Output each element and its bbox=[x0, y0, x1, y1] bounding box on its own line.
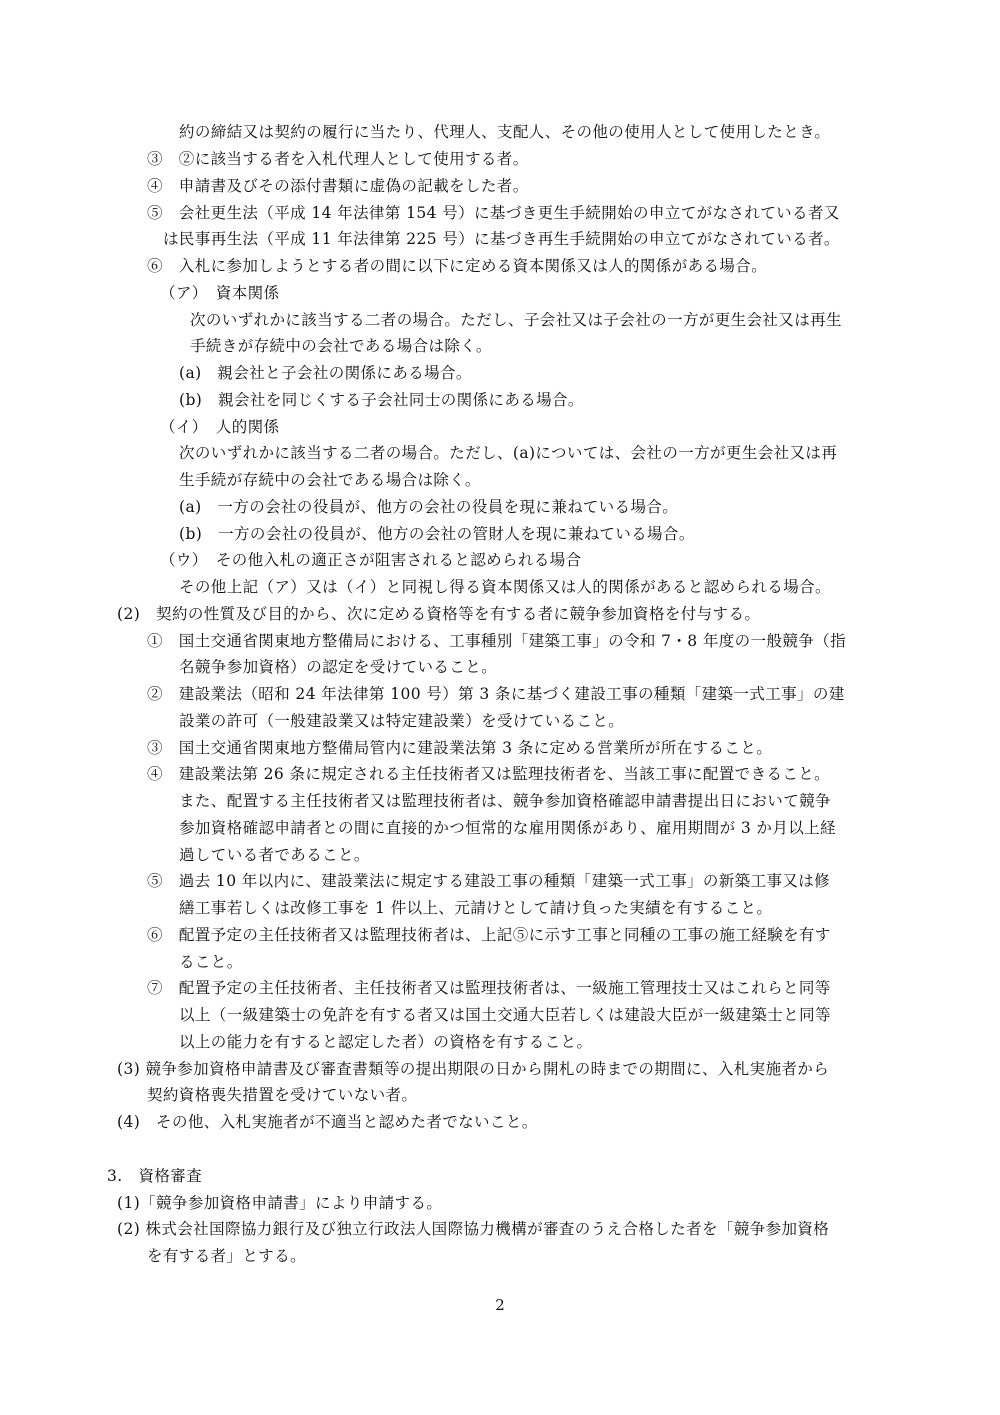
text-line: を有する者」とする。 bbox=[147, 1247, 307, 1265]
section-item: (4) その他、入札実施者が不適当と認めた者でないこと。 bbox=[117, 1113, 538, 1131]
text-line: 生手続が存続中の会社である場合は除く。 bbox=[179, 471, 481, 489]
text-line: 参加資格確認申請者との間に直接的かつ恒常的な雇用関係があり、雇用期間が 3 か月以上経 bbox=[179, 819, 836, 837]
list-item: ⑤ 過去 10 年以内に、建設業法に規定する建設工事の種類「建築一式工事」の新築工事又は修 bbox=[147, 872, 831, 890]
list-item: (a) 親会社と子会社の関係にある場合。 bbox=[179, 364, 472, 382]
list-item: ② 建設業法（昭和 24 年法律第 100 号）第 3 条に基づく建設工事の種類「建築一式工事」の建 bbox=[147, 685, 845, 703]
text-line: ること。 bbox=[179, 953, 243, 971]
list-item: (b) 一方の会社の役員が、他方の会社の管財人を現に兼ねている場合。 bbox=[179, 525, 695, 543]
section-item: (2) 株式会社国際協力銀行及び独立行政法人国際協力機構が審査のうえ合格した者を「競争参加資格 bbox=[117, 1220, 830, 1238]
text-line: 名競争参加資格）の認定を受けていること。 bbox=[179, 658, 498, 676]
text-line: 以上の能力を有すると認定した者）の資格を有すること。 bbox=[179, 1033, 593, 1051]
text-line: は民事再生法（平成 11 年法律第 225 号）に基づき再生手続開始の申立てがなされている者。 bbox=[163, 230, 840, 248]
section-item: (3) 競争参加資格申請書及び審査書類等の提出期限の日から開札の時までの期間に、入札実施者から bbox=[117, 1060, 830, 1078]
subheading: （ウ） その他入札の適正さが阻害されると認められる場合 bbox=[160, 551, 582, 569]
list-item: ④ 建設業法第 26 条に規定される主任技術者又は監理技術者を、当該工事に配置できること。 bbox=[147, 765, 831, 783]
section-heading: 3. 資格審査 bbox=[107, 1167, 203, 1185]
list-item: (a) 一方の会社の役員が、他方の会社の役員を現に兼ねている場合。 bbox=[179, 498, 679, 516]
section-item: (1)「競争参加資格申請書」により申請する。 bbox=[117, 1194, 443, 1212]
list-item: ③ ②に該当する者を入札代理人として使用する者。 bbox=[147, 150, 529, 168]
text-line: 過している者であること。 bbox=[179, 846, 370, 864]
subheading: （ア） 資本関係 bbox=[160, 284, 280, 302]
subheading: （イ） 人的関係 bbox=[160, 418, 280, 436]
list-item: ③ 国土交通省関東地方整備局管内に建設業法第 3 条に定める営業所が所在すること。 bbox=[147, 739, 773, 757]
text-line: 次のいずれかに該当する二者の場合。ただし、(a)については、会社の一方が更生会社又は再 bbox=[179, 444, 838, 462]
text-line: また、配置する主任技術者又は監理技術者は、競争参加資格確認申請書提出日において競争 bbox=[179, 792, 831, 810]
list-item: ⑥ 配置予定の主任技術者又は監理技術者は、上記⑤に示す工事と同種の工事の施工経験を有す bbox=[147, 926, 831, 944]
list-item: ⑦ 配置予定の主任技術者、主任技術者又は監理技術者は、一級施工管理技士又はこれらと同等 bbox=[147, 979, 831, 997]
text-line: 以上（一級建築士の免許を有する者又は国土交通大臣若しくは建設大臣が一級建築士と同等 bbox=[179, 1006, 831, 1024]
list-item: ⑥ 入札に参加しようとする者の間に以下に定める資本関係又は人的関係がある場合。 bbox=[147, 257, 768, 275]
text-line: その他上記（ア）又は（イ）と同視し得る資本関係又は人的関係があると認められる場合。 bbox=[179, 578, 831, 596]
section-item: (2) 契約の性質及び目的から、次に定める資格等を有する者に競争参加資格を付与する。 bbox=[117, 605, 761, 623]
text-line: 繕工事若しくは改修工事を 1 件以上、元請けとして請け負った実績を有すること。 bbox=[179, 899, 773, 917]
text-line: 次のいずれかに該当する二者の場合。ただし、子会社又は子会社の一方が更生会社又は再生 bbox=[190, 311, 842, 329]
list-item: ④ 申請書及びその添付書類に虚偽の記載をした者。 bbox=[147, 177, 529, 195]
text-line: 設業の許可（一般建設業又は特定建設業）を受けていること。 bbox=[179, 712, 625, 730]
text-line: 手続きが存続中の会社である場合は除く。 bbox=[190, 337, 492, 355]
list-item: (b) 親会社を同じくする子会社同士の関係にある場合。 bbox=[179, 391, 584, 409]
list-item: ① 国土交通省関東地方整備局における、工事種別「建築工事」の令和 7・8 年度の一般競争（指 bbox=[147, 632, 846, 650]
text-line: 約の締結又は契約の履行に当たり、代理人、支配人、その他の使用人として使用したとき。 bbox=[179, 123, 831, 141]
page-number: 2 bbox=[495, 1296, 505, 1314]
list-item: ⑤ 会社更生法（平成 14 年法律第 154 号）に基づき更生手続開始の申立てがなされている者又 bbox=[147, 204, 840, 222]
text-line: 契約資格喪失措置を受けていない者。 bbox=[147, 1086, 418, 1104]
